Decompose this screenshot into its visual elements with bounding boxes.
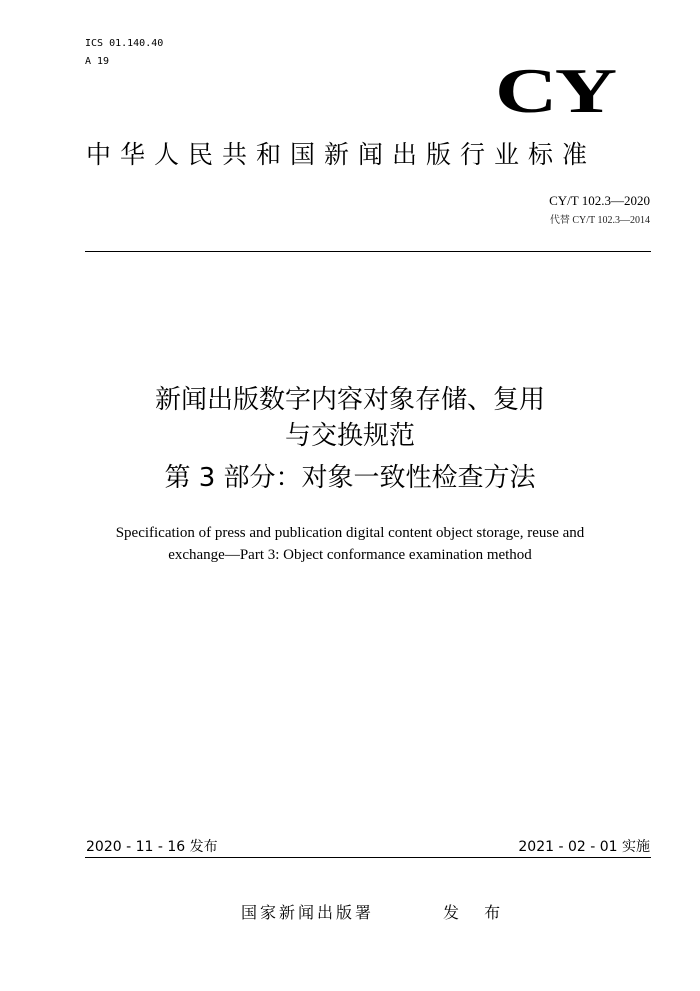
title-line-2: 与交换规范 bbox=[284, 421, 415, 451]
publish-date: 2020 - 11 - 16 发布 bbox=[86, 839, 218, 855]
release-label: 发 布 bbox=[443, 903, 511, 922]
title-line-1: 新闻出版数字内容对象存储、复用 bbox=[154, 385, 545, 415]
implement-date: 2021 - 02 - 01 实施 bbox=[518, 839, 650, 855]
header-divider bbox=[85, 251, 651, 252]
cy-logo: CY bbox=[494, 55, 614, 126]
footer-divider bbox=[85, 857, 651, 858]
title-line-3: 第 3 部分：对象一致性检查方法 bbox=[164, 463, 536, 493]
english-title-line-2: exchange—Part 3: Object conformance examination method bbox=[168, 547, 532, 563]
standard-number: CY/T 102.3—2020 bbox=[549, 193, 650, 208]
classification-code: A 19 bbox=[85, 56, 110, 67]
replaces-standard: 代替 CY/T 102.3—2014 bbox=[549, 215, 650, 226]
industry-standard-title: 中华人民共和国新闻出版行业标准 bbox=[86, 140, 597, 169]
ics-code: ICS 01.140.40 bbox=[85, 38, 164, 49]
issuing-authority: 国家新闻出版署 bbox=[241, 903, 375, 922]
english-title-line-1: Specification of press and publication digital content object storage, reuse and bbox=[115, 525, 585, 541]
